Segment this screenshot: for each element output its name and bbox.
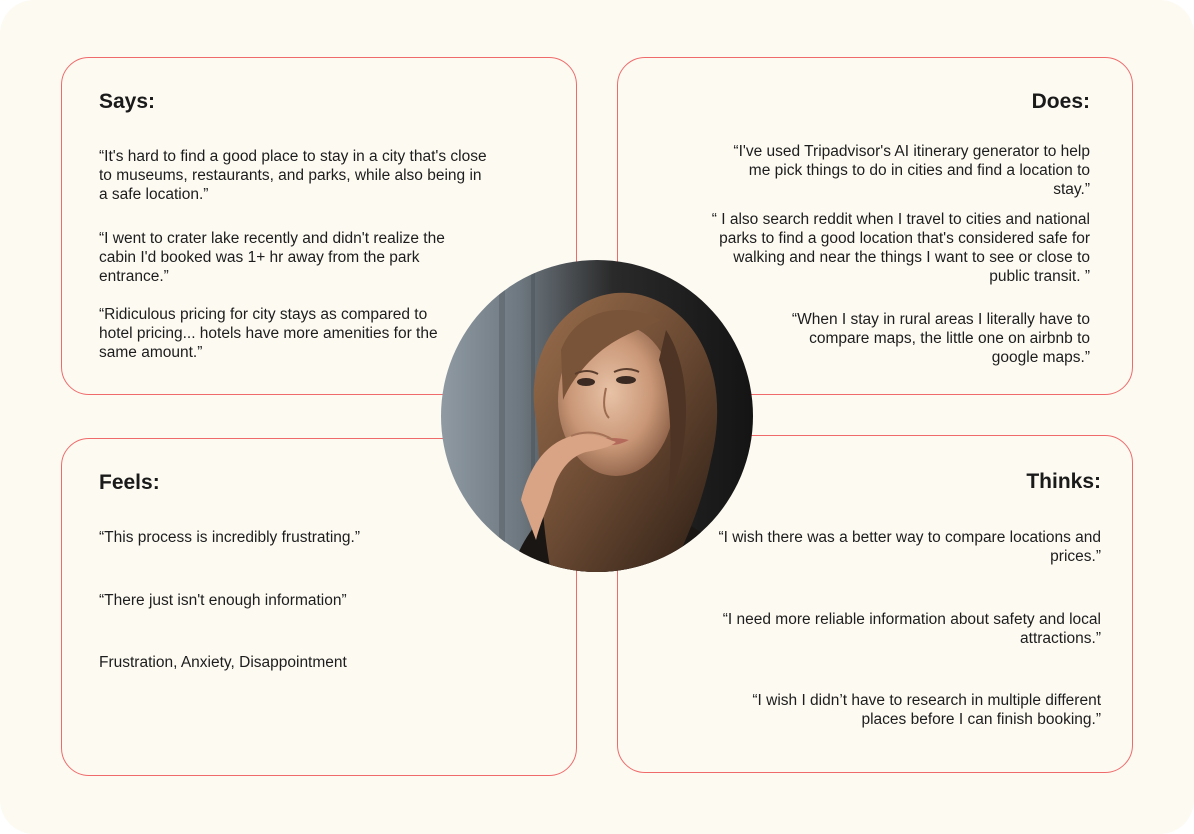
says-title: Says:: [99, 90, 156, 113]
feels-quote: “There just isn't enough information”: [99, 592, 347, 609]
persona-photo: [441, 260, 753, 572]
says-quote: “Ridiculous pricing for city stays as compared to hotel pricing... hotels have more amenities for the same amount.”: [99, 306, 438, 361]
feels-emotions: Frustration, Anxiety, Disappointment: [99, 654, 347, 671]
does-quote: “I've used Tripadvisor's AI itinerary generator to help me pick things to do in cities and find a location to stay.”: [733, 143, 1090, 198]
does-quote: “When I stay in rural areas I literally have to compare maps, the little one on airbnb to google maps.”: [791, 311, 1090, 366]
thinks-quote: “I wish I didn’t have to research in multiple different places before I can finish booking.”: [752, 692, 1101, 728]
says-quote: “I went to crater lake recently and didn't realize the cabin I'd booked was 1+ hr away from the park entrance.”: [99, 230, 445, 285]
does-title: Does:: [1031, 90, 1090, 113]
thinks-title: Thinks:: [1026, 470, 1101, 493]
thinks-quote: “I wish there was a better way to compare locations and prices.”: [718, 529, 1101, 565]
thinks-quote: “I need more reliable information about safety and local attractions.”: [722, 611, 1101, 647]
feels-title: Feels:: [99, 471, 160, 494]
does-quote: “ I also search reddit when I travel to cities and national parks to find a good location that's considered safe for walking and near the things I want to see or close to public transit. ”: [711, 211, 1090, 285]
feels-quote: “This process is incredibly frustrating.”: [99, 529, 360, 546]
says-quote: “It's hard to find a good place to stay in a city that's close to museums, restaurants, and parks, while also being in a safe location.”: [99, 148, 487, 203]
